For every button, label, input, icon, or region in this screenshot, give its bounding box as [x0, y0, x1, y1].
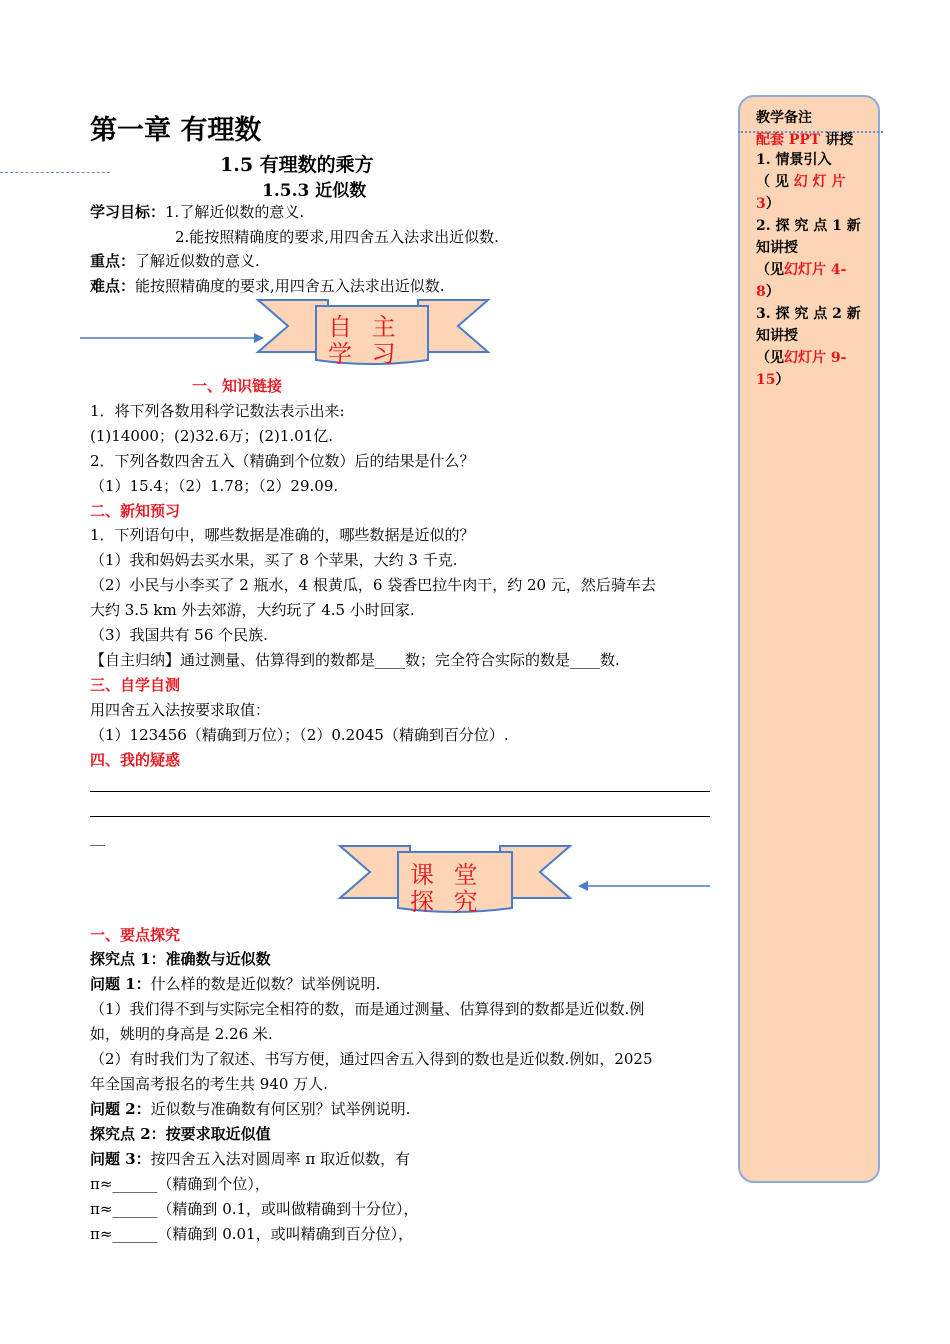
- sidebar-step2-title-a: 2. 探 究 点 1 新: [756, 218, 861, 234]
- problem1-p1a: （1）我们得不到与实际完全相符的数，而是通过测量、估算得到的数都是近似数.例: [90, 1000, 645, 1018]
- doubt-line-1: [90, 791, 710, 792]
- key-point: 重点：了解近似数的意义.: [90, 252, 260, 270]
- section-title: 1.5 有理数的乘方: [220, 154, 374, 176]
- sidebar-step3-ref2: 15）: [756, 372, 790, 388]
- sidebar-step1-ref: （ 见 幻 灯 片: [756, 174, 846, 190]
- heading-key-explore: 一、要点探究: [90, 926, 181, 944]
- sidebar-step3-title-b: 知讲授: [756, 328, 798, 344]
- chapter-title: 第一章 有理数: [90, 115, 262, 146]
- doubt-line-tail: __: [90, 828, 105, 846]
- problem3: 问题 3：按四舍五入法对圆周率 π 取近似数，有: [90, 1150, 411, 1168]
- banner-self-study: [78, 296, 498, 370]
- banner-class-explore-text: 课 堂 探 究: [410, 861, 484, 916]
- heading-preview: 二、新知预习: [90, 502, 181, 520]
- difficulty: 难点：能按照精确度的要求,用四舍五入法求出近似数.: [90, 277, 445, 295]
- sidebar-title: 教学备注: [756, 110, 812, 126]
- sidebar-step2-ref: （见幻灯片 4-: [756, 262, 847, 278]
- pi-approx-1: π≈______（精确到个位），: [90, 1175, 270, 1193]
- objectives-line1: 学习目标：1.了解近似数的意义.: [90, 203, 305, 221]
- left-dotted-rule: [0, 172, 110, 173]
- heading-doubts: 四、我的疑惑: [90, 751, 181, 769]
- sidebar-step1-title: 1. 情景引入: [756, 152, 832, 168]
- problem1-p2b: 年全国高考报名的考生共 940 万人.: [90, 1075, 328, 1093]
- sidebar-step3-title-a: 3. 探 究 点 2 新: [756, 306, 861, 322]
- sidebar-step1-ref2: 3）: [756, 196, 780, 212]
- self-test-intro: 用四舍五入法按要求取值：: [90, 701, 271, 719]
- self-test-items: （1）123456（精确到万位）；（2）0.2045（精确到百分位）.: [90, 726, 509, 744]
- preview-summary: 【自主归纳】通过测量、估算得到的数都是____数；完全符合实际的数是____数.: [90, 651, 620, 669]
- sidebar-step2-ref2: 8）: [756, 284, 780, 300]
- preview-s2b: 大约 3.5 km 外去郊游，大约玩了 4.5 小时回家.: [90, 601, 415, 619]
- heading-self-test: 三、自学自测: [90, 676, 181, 694]
- objectives-line2: 2.能按照精确度的要求,用四舍五入法求出近似数.: [175, 228, 499, 246]
- explore-point1-title: 探究点 1：准确数与近似数: [90, 950, 271, 968]
- pi-approx-2: π≈______（精确到 0.1，或叫做精确到十分位），: [90, 1200, 419, 1218]
- knowledge-q2-items: （1）15.4；（2）1.78；（2）29.09.: [90, 477, 339, 495]
- problem1: 问题 1：什么样的数是近似数？试举例说明.: [90, 975, 381, 993]
- preview-s3: （3）我国共有 56 个民族.: [90, 626, 268, 644]
- arrow-head: [254, 333, 264, 343]
- banner-class-explore: [336, 840, 716, 920]
- knowledge-q1: 1．将下列各数用科学记数法表示出来:: [90, 402, 345, 420]
- sidebar-step2-title-b: 知讲授: [756, 240, 798, 256]
- preview-s2a: （2）小民与小李买了 2 瓶水，4 根黄瓜，6 袋香巴拉牛肉干，约 20 元，然后骑车去: [90, 576, 656, 594]
- sidebar-ppt-line: 配套 PPT 讲授: [756, 132, 854, 148]
- preview-s1: （1）我和妈妈去买水果，买了 8 个苹果，大约 3 千克.: [90, 551, 458, 569]
- explore-point2-title: 探究点 2：按要求取近似值: [90, 1125, 271, 1143]
- problem2: 问题 2：近似数与准确数有何区别？试举例说明.: [90, 1100, 411, 1118]
- knowledge-q2: 2．下列各数四舍五入（精确到个位数）后的结果是什么？: [90, 452, 475, 470]
- arrow-head: [578, 881, 588, 891]
- knowledge-q1-items: (1)14000；(2)32.6万；(2)1.01亿.: [90, 427, 334, 445]
- problem1-p2a: （2）有时我们为了叙述、书写方便，通过四舍五入得到的数也是近似数.例如，2025: [90, 1050, 653, 1068]
- problem1-p1b: 如，姚明的身高是 2.26 米.: [90, 1025, 273, 1043]
- sidebar-step3-ref: （见幻灯片 9-: [756, 350, 847, 366]
- pi-approx-3: π≈______（精确到 0.01，或叫精确到百分位），: [90, 1225, 414, 1243]
- banner-self-study-text: 自 主 学 习: [328, 313, 402, 368]
- subsection-title: 1.5.3 近似数: [262, 181, 367, 201]
- preview-q1: 1．下列语句中，哪些数据是准确的，哪些数据是近似的？: [90, 526, 475, 544]
- heading-knowledge-link: 一、知识链接: [192, 377, 283, 395]
- doubt-line-2: [90, 816, 710, 817]
